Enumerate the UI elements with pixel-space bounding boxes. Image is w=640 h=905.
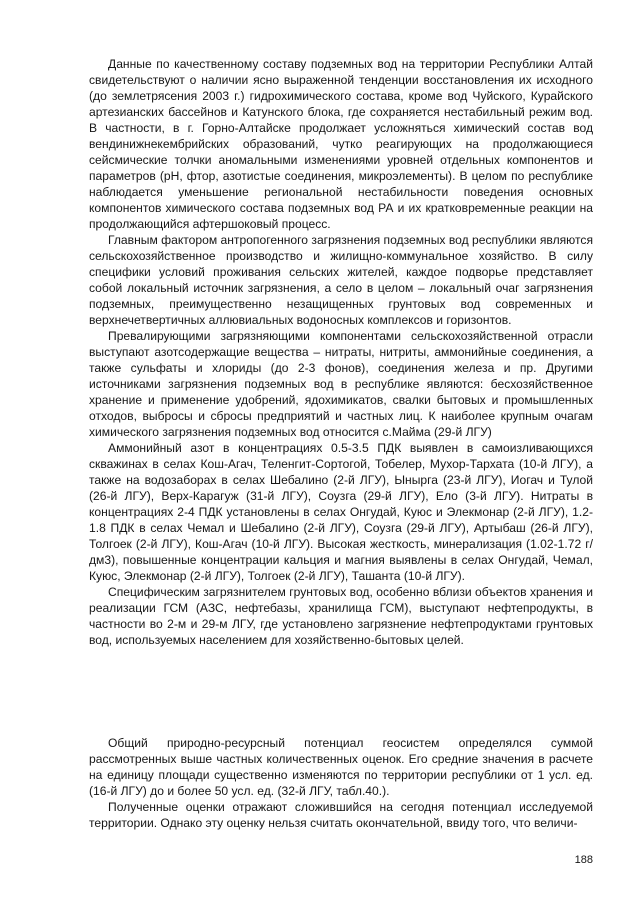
paragraph-resource-potential: Общий природно-ресурсный потенциал геосистем определялся суммой рассмотренных выше частных количественных оценок. Его средние значения в расчете на единицу площади существенно изменяются по территории республики от 1 усл. ед. (16-й ЛГУ) до и более 50 усл. ед. (32-й ЛГУ, табл.40.). [89, 736, 593, 798]
paragraph-pollutants: Превалирующими загрязняющими компонентами сельскохозяйственной отрасли выступают азотсодержащие вещества – нитраты, нитриты, аммонийные соединения, а также сульфаты и хлориды (до 2-3 фонов), соединения железа и пр. Другими источниками загрязнения подземных вод в республике являются: бесхозяйственное хранение и применение удобрений, ядохимикатов, свалки бытовых и промышленных отходов, выбросы и сбросы предприятий и частных лиц. К наиболее крупным очагам химического загрязнения подземных вод относится с.Майма (29-й ЛГУ) [89, 329, 593, 439]
paragraph-ammonium-nitrogen: Аммонийный азот в концентрациях 0.5-3.5 ПДК выявлен в самоизливающихся скважинах в селах Кош-Агач, Теленгит-Сортогой, Тобелер, Мухор-Тархата (10-й ЛГУ), а также на водозаборах в селах Шебалино (2-й ЛГУ), Ынырга (23-й ЛГУ), Иогач и Тулой (26-й ЛГУ), Верх-Карагуж (31-й ЛГУ), Соузга (29-й ЛГУ), Ело (3-й ЛГУ). Нитраты в концентрациях 2-4 ПДК установлены в селах Онгудай, Куюс и Элекмонар (2-й ЛГУ), 1.2-1.8 ПДК в селах Чемал и Шебалино (2-й ЛГУ), Соузга (29-й ЛГУ), Артыбаш (26-й ЛГУ), Толгоек (2-й ЛГУ), Кош-Агач (10-й ЛГУ). Высокая жесткость, минерализация (1.02-1.72 г/дм3), повышенные концентрации кальция и магния выявлены в селах Онгудай, Чемал, Куюс, Элекмонар (2-й ЛГУ), Толгоек (2-й ЛГУ), Ташанта (10-й ЛГУ). [89, 441, 593, 583]
paragraph-water-quality: Данные по качественному составу подземных вод на территории Республики Алтай свидетельствуют о наличии ясно выраженной тенденции восстановления их исходного (до землетрясения 2003 г.) гидрохимического состава, кроме вод Чуйского, Курайского артезианских бассейнов и Катунского блока, где сохраняется нестабильный режим вод. В частности, в г. Горно-Алтайске продолжает усложняться химический состав вод вендинижнекембрийских образований, чутко реагирующих на продолжающиеся сейсмические толчки аномальными изменениями уровней отдельных компонентов и параметров (рН, фтор, азотистые соединения, микроэлементы). В целом по республике наблюдается уменьшение региональной нестабильности поведения основных компонентов химического состава подземных вод РА и их кратковременные реакции на продолжающийся афтершоковый процесс. [89, 57, 593, 231]
paragraph-estimates: Полученные оценки отражают сложившийся на сегодня потенциал исследуемой территории. Однако эту оценку нельзя считать окончательной, ввиду того, что величи- [89, 800, 593, 830]
page-number: 188 [574, 854, 593, 866]
resource-potential-text-block [89, 735, 593, 831]
paragraph-petroleum-products: Специфическим загрязнителем грунтовых вод, особенно вблизи объектов хранения и реализации ГСМ (АЗС, нефтебазы, хранилища ГСМ), выступают нефтепродукты, в частности во 2-м и 29-м ЛГУ, где установлено загрязнение нефтепродуктами грунтовых вод, используемых населением для хозяйственно-бытовых целей. [89, 585, 593, 647]
main-text-block [89, 56, 593, 648]
paragraph-anthropogenic-pollution: Главным фактором антропогенного загрязнения подземных вод республики являются сельскохозяйственное производство и жилищно-коммунальное хозяйство. В силу специфики условий проживания сельских жителей, каждое подворье представляет собой локальный источник загрязнения, а село в целом – локальный очаг загрязнения подземных, преимущественно незащищенных грунтовых вод современных и верхнечетвертичных аллювиальных водоносных комплексов и горизонтов. [89, 233, 593, 327]
